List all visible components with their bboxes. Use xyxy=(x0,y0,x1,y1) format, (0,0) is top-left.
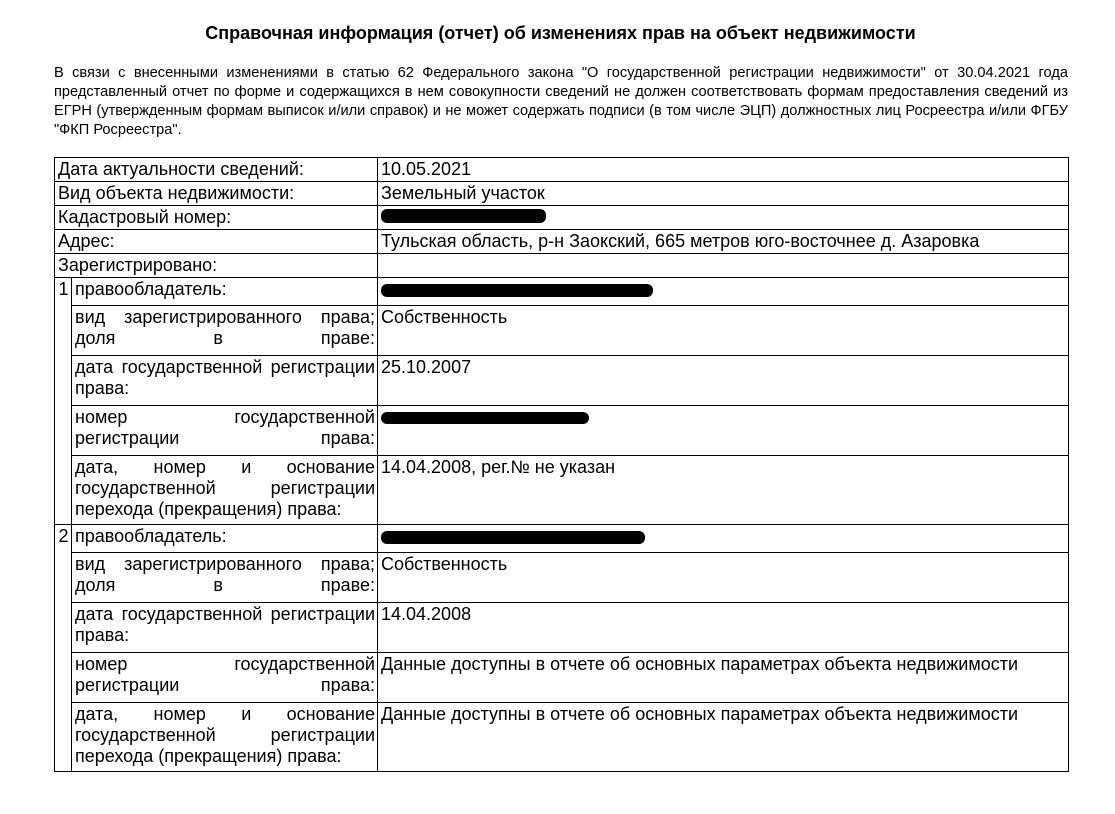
right-2-holder-label: правообладатель: xyxy=(72,525,378,553)
right-2-regnumber-label: номер государственной регистрации права: xyxy=(72,653,378,703)
row-address xyxy=(55,230,1069,254)
address-value: Тульская область, р-н Заокский, 665 метров юго-восточнее д. Азаровка xyxy=(378,230,1069,254)
right-1-regnumber-label: номер государственной регистрации права: xyxy=(72,406,378,456)
intro-paragraph: В связи с внесенными изменениями в статью 62 Федерального закона "О государственной регистрации недвижимости" от 30.04.2021 года представленный отчет по форме и содержащихся в нем совокупности сведений не должен соответствовать формам предоставления сведений из ЕГРН (утвержденным формам выписок и/или справок) и не может содержать подписи (в том числе ЭЦП) должностных лиц Росреестра и/или ФГБУ "ФКП Росреестра". xyxy=(54,65,1068,138)
right-2-holder-row xyxy=(55,525,1069,553)
row-cadastral xyxy=(55,206,1069,230)
right-2-date-row xyxy=(55,603,1069,653)
right-1-regnumber-value xyxy=(378,406,1069,456)
right-1-date-label: дата государственной регистрации права: xyxy=(72,356,378,406)
row-registered xyxy=(55,254,1069,278)
cadastral-label: Кадастровый номер: xyxy=(55,206,378,230)
right-2-transfer-label: дата, номер и основание государственной регистрации перехода (прекращения) права: xyxy=(72,703,378,772)
right-2-holder-value xyxy=(378,525,1069,553)
right-2-transfer-row xyxy=(55,703,1069,772)
date-label: Дата актуальности сведений: xyxy=(55,158,378,182)
right-1-date-value: 25.10.2007 xyxy=(378,356,1069,406)
redaction-mark xyxy=(381,209,546,223)
redaction-mark xyxy=(381,284,653,297)
right-2-date-label: дата государственной регистрации права: xyxy=(72,603,378,653)
right-1-holder-value xyxy=(378,278,1069,306)
right-1-regnumber-row xyxy=(55,406,1069,456)
right-2-kind-value: Собственность xyxy=(378,553,1069,603)
right-1-kind-value: Собственность xyxy=(378,306,1069,356)
address-label: Адрес: xyxy=(55,230,378,254)
row-date xyxy=(55,158,1069,182)
right-2-regnumber-row xyxy=(55,653,1069,703)
right-2-kind-row xyxy=(55,553,1069,603)
right-1-holder-label: правообладатель: xyxy=(72,278,378,306)
right-1-date-row xyxy=(55,356,1069,406)
right-1-holder-row xyxy=(55,278,1069,306)
right-1-transfer-label: дата, номер и основание государственной регистрации перехода (прекращения) права: xyxy=(72,456,378,525)
registered-label: Зарегистрировано: xyxy=(55,254,378,278)
row-object-type xyxy=(55,182,1069,206)
object-type-label: Вид объекта недвижимости: xyxy=(55,182,378,206)
right-1-transfer-value: 14.04.2008, рег.№ не указан xyxy=(378,456,1069,525)
date-value: 10.05.2021 xyxy=(378,158,1069,182)
right-2-number: 2 xyxy=(55,525,72,772)
right-2-regnumber-value: Данные доступны в отчете об основных параметрах объекта недвижимости xyxy=(378,653,1069,703)
right-1-kind-row xyxy=(55,306,1069,356)
document-title: Справочная информация (отчет) об изменениях прав на объект недвижимости xyxy=(205,23,916,43)
right-1-number: 1 xyxy=(55,278,72,525)
cadastral-value xyxy=(378,206,1069,230)
right-1-kind-label: вид зарегистрированного права; доля в праве: xyxy=(72,306,378,356)
redaction-mark xyxy=(381,412,589,424)
property-rights-table xyxy=(54,157,1069,772)
object-type-value: Земельный участок xyxy=(378,182,1069,206)
right-1-transfer-row xyxy=(55,456,1069,525)
right-2-transfer-value: Данные доступны в отчете об основных параметрах объекта недвижимости xyxy=(378,703,1069,772)
right-2-kind-label: вид зарегистрированного права; доля в праве: xyxy=(72,553,378,603)
right-2-date-value: 14.04.2008 xyxy=(378,603,1069,653)
redaction-mark xyxy=(381,531,645,544)
registered-value xyxy=(378,254,1069,278)
